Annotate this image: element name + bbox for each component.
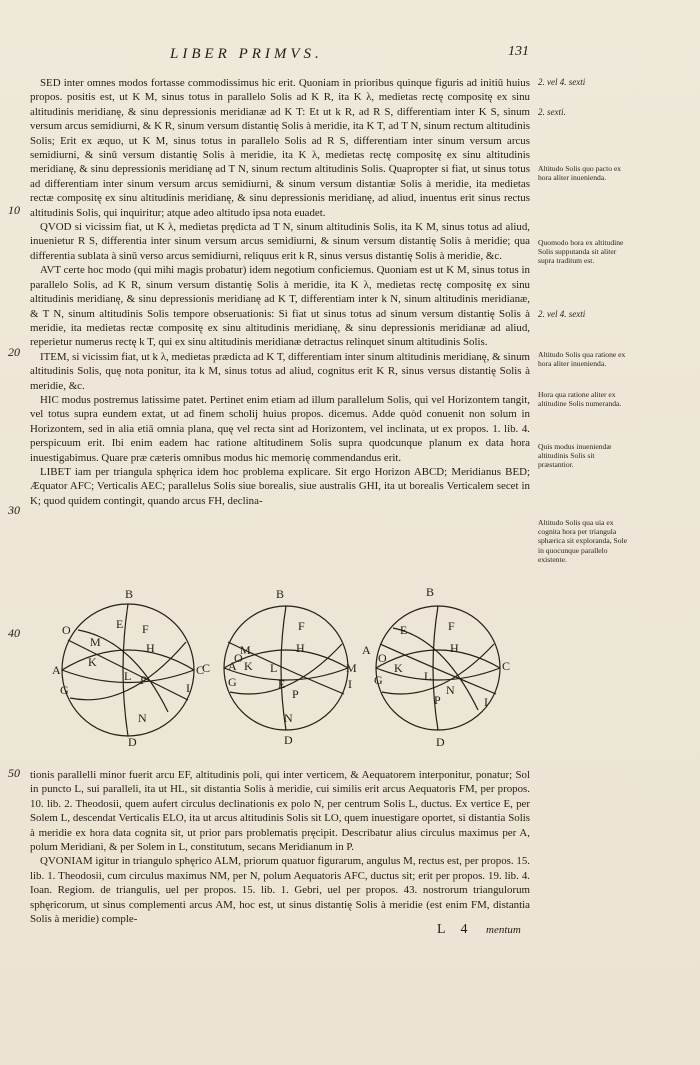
point-label: A: [228, 659, 237, 673]
point-label: L: [124, 669, 132, 683]
point-label: N: [446, 683, 455, 697]
paragraph: tionis parallelli minor fuerit arcu EF, altitudinis poli, qui inter verticem, & Aequatorem interponitur, ponatur; Sol in puncto L, sui paralleli, ita ut HL, sit distantia Solis à meridie, cui similis erit arcus Aequatoris FM, per propos. 10. lib. 2. Theodosii, quem aufert circulus declinationis ex polo N, per centrum Solis L, ductus. Ex vertice E, per Solem L, descendat Verticalis ELO, ita ut arcus altitudinis Solis sit LO, quem inuestigare oportet, si distantia Solis à meridie ex hora data cognita sit, ut prior pars problematis pręcipit. Describatur alius circulus maximus per A, polum Meridiani, & per Solem in L, constitutum, secans Meridianum in P.: [30, 769, 530, 854]
line-number: 20: [8, 345, 20, 359]
point-label: F: [142, 622, 149, 636]
point-label: I: [484, 695, 488, 709]
line-number: 40: [8, 626, 20, 640]
point-label: P: [292, 687, 299, 701]
line-number: 30: [8, 503, 20, 517]
paragraph: QVONIAM igitur in triangulo sphęrico ALM, priorum quatuor figurarum, angulus M, rectus est, per propos. 15. lib. 1. Theodosii, cum circulus maximus NM, per N, polum Aequatoris AFC, ductus sit; erit per propos. 19. lib. 4. Ioan. Regiom. de triangulis, uel per propos. 15. lib. 1. Gebri, uel per propos. 43. nostrorum triangulorum sphęricorum, ut sinus complementi arcus AM, hoc est, ut sinus distantię Solis à meridie (est enim FM, distantia Solis à meridie) comple-: [30, 855, 530, 926]
point-label: K: [88, 655, 97, 669]
marginal-note: 2. vel 4. sexti: [538, 77, 586, 87]
sphere-1-labels: [52, 587, 204, 749]
paragraph: ITEM, si vicissim fiat, ut k λ, medietas prædicta ad K T, differentiam inter sinum altitudinis meridianę, & sinum altitudinis Solis, quę nota ponitur, ita k M, sinus totus ad aliud, cognitus erit K R, sinus versus distantię Solis à meridie, &c.: [30, 350, 530, 392]
point-label: C: [202, 661, 211, 675]
paragraph: AVT certe hoc modo (qui mihi magis probatur) idem negotium conficiemus. Quoniam est ut K M, sinus totus in parallelo Solis, ad K R, sinum versum distantię Solis à meridie, ita K λ, medietas rectę compositę ex sinu altitudinis meridianę, & sinu depressionis meridianę ad K T, differentiam inter k N, sinum altitudinis meridianæ, & T N, sinum altitudinis Solis tempore obseruationis: Si fiat ut sinus totus ad sinum versum distantię Solis à meridie, ita medietas rectæ compositę ex sinu altitudinis meridianę, & sinu depressionis meridianæ ad aliud, reperietur numerus rectę k T, qui ex sinu altitudinis meridianæ detractus relinquet sinum altitudinis Solis.: [30, 264, 530, 349]
marginal-note: Altitudo Solis qua uia ex cognita hora per triangula sphærica sit exploranda, Sole in quocunque parallelo existente.: [538, 518, 627, 564]
marginal-note: Quis modus inueniendæ altitudinis Solis sit præstantior.: [538, 442, 612, 470]
marginal-note: Altitudo Solis qua ratione ex hora aliter inuenienda.: [538, 350, 626, 369]
marginal-note: Altitudo Solis quo pacto ex hora aliter inuenienda.: [538, 164, 622, 183]
point-label: H: [146, 641, 155, 655]
point-label: O: [62, 623, 71, 637]
main-text: [30, 76, 530, 926]
point-label: B: [426, 585, 435, 599]
point-label: D: [128, 735, 137, 749]
point-label: P: [434, 693, 441, 707]
point-label: K: [244, 659, 253, 673]
line-number: 10: [8, 203, 20, 217]
paragraph: QVOD si vicissim fiat, ut K λ, medietas prędicta ad T N, sinum altitudinis Solis, ita K M, sinus totus ad aliud, inuenietur R S, differentia inter sinum versum arcus semidiurni, & sinum versum distantię Solis à meridie; qua differentia sublata à sinū verso arcus semidiurni, reliquus erit k R, sinus versus distantię Solis à meridie, &c.: [30, 221, 530, 262]
point-label: H: [296, 641, 305, 655]
point-label: O: [234, 651, 243, 665]
marginal-note: 2. sexti.: [538, 107, 566, 117]
point-label: D: [436, 735, 445, 749]
point-label: F: [448, 619, 455, 633]
point-label: M: [240, 643, 251, 657]
point-label: A: [362, 643, 371, 657]
point-label: I: [348, 677, 352, 691]
point-label: G: [60, 683, 69, 697]
celestial-sphere-figure: [48, 580, 523, 755]
running-head: LIBER PRIMVS.: [170, 46, 323, 62]
catchword: mentum: [486, 924, 521, 936]
point-label: N: [284, 711, 293, 725]
marginal-note: Hora qua ratione aliter ex altitudine Solis numeranda.: [538, 390, 622, 409]
point-label: E: [116, 617, 124, 631]
point-label: C: [502, 659, 511, 673]
point-label: C: [196, 663, 205, 677]
point-label: M: [90, 635, 101, 649]
point-label: O: [378, 651, 387, 665]
signature-mark: L 4: [437, 922, 474, 937]
point-label: I: [186, 681, 190, 695]
point-label: E: [400, 623, 408, 637]
point-label: F: [298, 619, 305, 633]
point-label: N: [138, 711, 147, 725]
paragraph: HIC modus postremus latissime patet. Pertinet enim etiam ad illum parallelum Solis, qui vel Horizontem tangit, vel totus supra eundem extat, ut ad finem scholij huius propos. dicemus. Adde quòd conuenit non solum in Horizontem, sed in alia etiā omnia plana, quę vel recta sint ad Horizontem, vel inclinata, ut ex propos. 1. lib. 4. perspicuum erit. Ibi enim eadem hac ratione altitudinem Solis supra quodcunque planum ex data hora inuestigabimus. Quare præ cæteris omnibus modus hic memorię commendandus erit.: [30, 393, 530, 464]
point-label: B: [276, 587, 285, 601]
point-label: K: [394, 661, 403, 675]
point-label: D: [284, 733, 293, 747]
point-label: L: [270, 661, 278, 675]
point-label: L: [424, 669, 432, 683]
marginal-note: Quomodo hora ex altitudine Solis supputanda sit aliter supra traditum est.: [538, 238, 624, 266]
line-number: 50: [8, 766, 20, 780]
point-label: E: [278, 677, 286, 691]
marginal-note: 2. vel 4. sexti: [538, 309, 586, 319]
point-label: G: [374, 673, 383, 687]
page-number: 131: [508, 44, 529, 59]
point-label: H: [450, 641, 459, 655]
sphere-3-labels: [346, 585, 510, 749]
point-label: G: [228, 675, 237, 689]
point-label: B: [125, 587, 134, 601]
text-after-figure: [30, 768, 530, 926]
point-label: A: [52, 663, 61, 677]
paragraph: LIBET iam per triangula sphęrica idem hoc problema explicare. Sit ergo Horizon ABCD; Meridianus BED; Æquator AFC; Verticalis AEC; parallelus Solis siue borealis, siue australis GHI, ita ut borealis Verticalem secet in K; quod quidem contingit, quando arcus FH, declina-: [30, 465, 530, 507]
point-label: M: [346, 661, 357, 675]
point-label: P: [140, 673, 147, 687]
paragraph: SED inter omnes modos fortasse commodissimus hic erit. Quoniam in prioribus quinque figuris ad initiū huius propos. positis est, ut K M, sinus totus in parallelo Solis ad K R, ita K λ, medietas rectę compositę ex sinu altitudinis meridianę, & sinu depressionis meridianæ ad K T: Et ut k R, ad R S, differentiam inter K S, sinum versum arcus semidiurni, & K R, sinum versum distantię Solis à meridie, ita K T, ad T N, sinum rectum altitudinis Solis; Erit ex æquo, ut K M, sinus totus in parallelo Solis ad R S, differentiam inter sinum versum arcus semidiurni, & sinū versum distantię Solis à meridie, ita K λ, medietas rectę compositę ex sinu altitudinis meridianę, & sinu depressionis meridianę ad T N, sinum rectum altitudinis Solis. Quapropter si fiat, ut sinus totus ad differentiam inter sinum versum arcus semidiurni, & sinum versum distantiæ Solis à meridie, ita medietas rectæ compositę ex sinu altitudinis meridianę, & sinu depressionis meridianę, ad aliud, inuentus erit sinus rectus altitudinis Solis, qui inquiritur; atque adeo altitudo ipsa nota euadet.: [30, 77, 530, 219]
